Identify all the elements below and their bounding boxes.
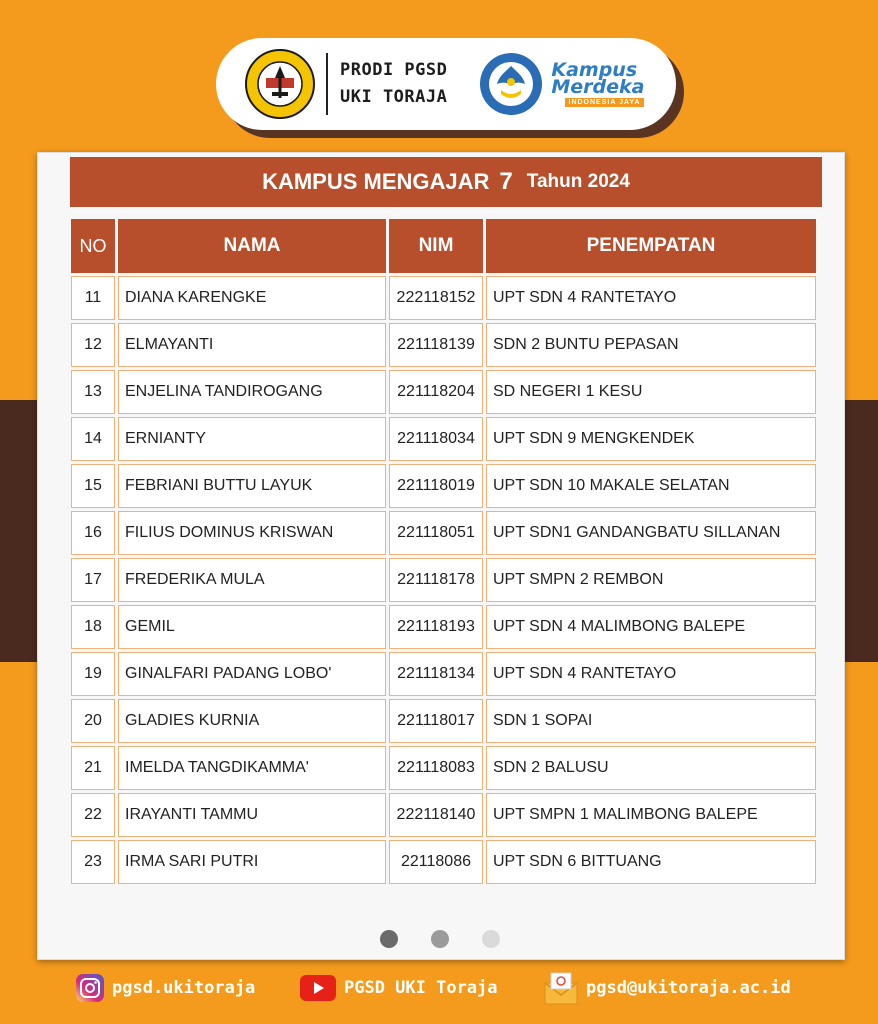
kampus-merdeka-tag: INDONESIA JAYA [565, 98, 645, 107]
row-nim: 221118051 [389, 511, 483, 555]
row-no: 13 [71, 370, 115, 414]
row-nama: IMELDA TANGDIKAMMA' [118, 746, 386, 790]
table-row [71, 323, 816, 367]
table-row [71, 699, 816, 743]
row-nama: GLADIES KURNIA [118, 699, 386, 743]
prodi-line-2: UKI TORAJA [340, 87, 448, 107]
youtube-channel: PGSD UKI Toraja [344, 978, 498, 998]
row-penempatan: UPT SDN 4 RANTETAYO [486, 652, 816, 696]
row-no: 21 [71, 746, 115, 790]
row-no: 22 [71, 793, 115, 837]
row-penempatan: SDN 2 BUNTU PEPASAN [486, 323, 816, 367]
row-nama: FILIUS DOMINUS KRISWAN [118, 511, 386, 555]
row-penempatan: SDN 2 BALUSU [486, 746, 816, 790]
row-no: 19 [71, 652, 115, 696]
pagination-dot[interactable] [482, 930, 500, 948]
row-nama: FEBRIANI BUTTU LAYUK [118, 464, 386, 508]
row-no: 14 [71, 417, 115, 461]
pagination-dots [380, 930, 500, 948]
row-no: 17 [71, 558, 115, 602]
row-no: 11 [71, 276, 115, 320]
page-title [70, 157, 822, 207]
kampus-merdeka-line-2: Merdeka [551, 76, 645, 98]
row-nim: 221118178 [389, 558, 483, 602]
row-nama: IRAYANTI TAMMU [118, 793, 386, 837]
row-penempatan: UPT SMPN 2 REMBON [486, 558, 816, 602]
row-penempatan: UPT SDN1 GANDANGBATU SILLANAN [486, 511, 816, 555]
header-nama: NAMA [118, 219, 386, 273]
row-nim: 221118193 [389, 605, 483, 649]
header-no: NO [71, 219, 115, 273]
row-nim: 222118140 [389, 793, 483, 837]
row-nim: 221118017 [389, 699, 483, 743]
row-nama: ELMAYANTI [118, 323, 386, 367]
tut-wuri-handayani-logo [479, 52, 543, 116]
table-row [71, 417, 816, 461]
kampus-merdeka-logo [551, 61, 644, 107]
kampus-merdeka-line-1: Kampus [551, 59, 638, 81]
table-header-row [71, 219, 816, 273]
row-penempatan: UPT SDN 6 BITTUANG [486, 840, 816, 884]
instagram-handle: pgsd.ukitoraja [112, 978, 256, 998]
title-main: KAMPUS MENGAJAR [262, 169, 490, 194]
row-nama: GINALFARI PADANG LOBO' [118, 652, 386, 696]
table-row [71, 370, 816, 414]
header-divider [326, 53, 328, 115]
row-nim: 221118083 [389, 746, 483, 790]
email-icon [544, 971, 578, 1005]
title-year: Tahun 2024 [526, 171, 630, 192]
pagination-dot[interactable] [431, 930, 449, 948]
table-body [71, 276, 816, 884]
header-penempatan: PENEMPATAN [486, 219, 816, 273]
youtube-icon [300, 975, 336, 1001]
row-nim: 22118086 [389, 840, 483, 884]
row-penempatan: UPT SMPN 1 MALIMBONG BALEPE [486, 793, 816, 837]
row-nim: 221118134 [389, 652, 483, 696]
row-no: 20 [71, 699, 115, 743]
email-link[interactable] [544, 970, 791, 1006]
row-no: 18 [71, 605, 115, 649]
table-row [71, 746, 816, 790]
table-row [71, 840, 816, 884]
table-row [71, 652, 816, 696]
row-no: 12 [71, 323, 115, 367]
prodi-label [340, 57, 447, 111]
row-nama: FREDERIKA MULA [118, 558, 386, 602]
header-nim: NIM [389, 219, 483, 273]
row-penempatan: UPT SDN 4 MALIMBONG BALEPE [486, 605, 816, 649]
row-nama: GEMIL [118, 605, 386, 649]
youtube-link[interactable] [300, 970, 498, 1006]
row-nim: 221118139 [389, 323, 483, 367]
table-row [71, 558, 816, 602]
university-logo [244, 48, 316, 120]
table-row [71, 793, 816, 837]
row-nama: DIANA KARENGKE [118, 276, 386, 320]
table-row [71, 605, 816, 649]
row-nama: ERNIANTY [118, 417, 386, 461]
table-row [71, 464, 816, 508]
table-row [71, 276, 816, 320]
row-nim: 221118034 [389, 417, 483, 461]
row-penempatan: UPT SDN 10 MAKALE SELATAN [486, 464, 816, 508]
participant-table [68, 216, 819, 887]
header [216, 38, 676, 130]
row-nama: IRMA SARI PUTRI [118, 840, 386, 884]
footer [0, 970, 878, 1010]
row-nim: 222118152 [389, 276, 483, 320]
prodi-line-1: PRODI PGSD [340, 60, 448, 80]
instagram-link[interactable] [76, 970, 255, 1006]
row-penempatan: SD NEGERI 1 KESU [486, 370, 816, 414]
table-row [71, 511, 816, 555]
title-number: 7 [499, 168, 513, 195]
row-no: 16 [71, 511, 115, 555]
row-no: 23 [71, 840, 115, 884]
row-nim: 221118204 [389, 370, 483, 414]
instagram-icon [76, 974, 104, 1002]
row-penempatan: UPT SDN 4 RANTETAYO [486, 276, 816, 320]
row-penempatan: SDN 1 SOPAI [486, 699, 816, 743]
row-no: 15 [71, 464, 115, 508]
row-penempatan: UPT SDN 9 MENGKENDEK [486, 417, 816, 461]
row-nim: 221118019 [389, 464, 483, 508]
email-address: pgsd@ukitoraja.ac.id [586, 978, 791, 998]
row-nama: ENJELINA TANDIROGANG [118, 370, 386, 414]
pagination-dot-active[interactable] [380, 930, 398, 948]
